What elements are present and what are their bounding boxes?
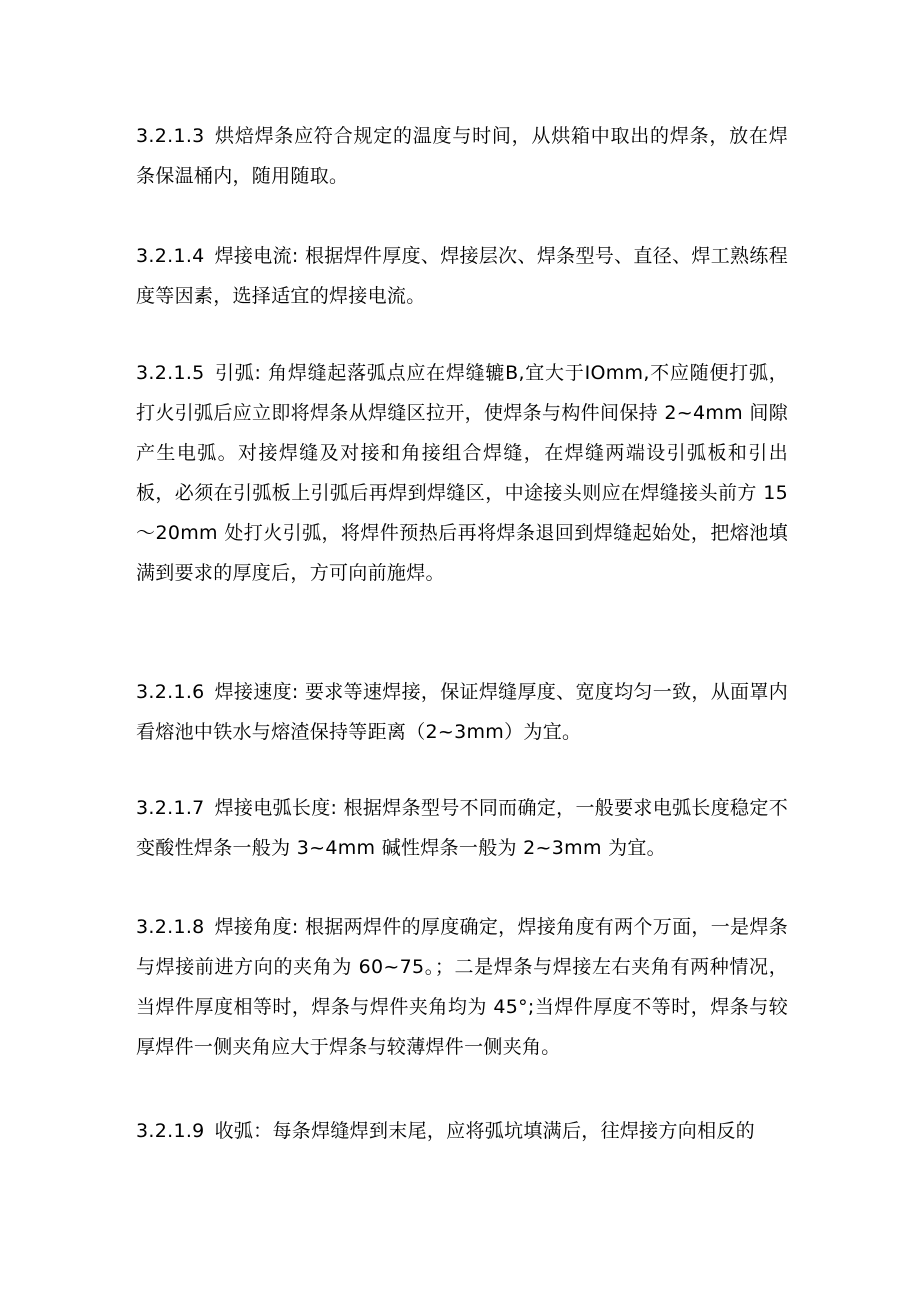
section-number: 3.2.1.9 [136,1120,205,1142]
section-number: 3.2.1.3 [136,125,205,147]
section-number: 3.2.1.5 [136,362,205,384]
paragraph-3-2-1-6 [136,672,788,752]
paragraph-3-2-1-4 [136,236,788,316]
paragraph-text: 焊接角度: 根据两焊件的厚度确定，焊接角度有两个万面，一是焊条与焊接前进方向的夹角为 60~75。；二是焊条与焊接左右夹角有两种情况，当焊件厚度相等时，焊条与焊件夹角均为 45°;当焊件厚度不等时，焊条与较厚焊件一侧夹角应大于焊条与较薄焊件一侧夹角。 [136,916,788,1058]
section-number: 3.2.1.8 [136,916,205,938]
paragraph-3-2-1-3 [136,116,788,196]
paragraph-text: 焊接电弧长度: 根据焊条型号不同而确定，一般要求电弧长度稳定不变酸性焊条一般为 3~4mm 碱性焊条一般为 2~3mm 为宜。 [136,797,788,859]
section-number: 3.2.1.7 [136,797,205,819]
paragraph-text: 引弧: 角焊缝起落弧点应在焊缝辘B,宜大于IOmm,不应随便打弧，打火引弧后应立即将焊条从焊缝区拉开，使焊条与构件间保持 2~4mm 间隙产生电弧。对接焊缝及对接和角接组合焊缝，在焊缝两端设引弧板和引出板，必须在引弧板上引弧后再焊到焊缝区，中途接头则应在焊缝接头前方 15～20mm 处打火引弧，将焊件预热后再将焊条退回到焊缝起始处，把熔池填满到要求的厚度后，方可向前施焊。 [136,362,788,584]
paragraph-3-2-1-5 [136,353,788,593]
paragraph-3-2-1-9 [136,1111,788,1151]
paragraph-3-2-1-7 [136,788,788,868]
section-number: 3.2.1.4 [136,245,205,267]
paragraph-3-2-1-8 [136,907,788,1067]
paragraph-text: 焊接速度: 要求等速焊接，保证焊缝厚度、宽度均匀一致，从面罩内看熔池中铁水与熔渣保持等距离（2~3mm）为宜。 [136,681,788,743]
paragraph-text: 收弧：每条焊缝焊到末尾，应将弧坑填满后，往焊接方向相反的 [214,1120,755,1142]
paragraph-text: 烘焙焊条应符合规定的温度与时间，从烘箱中取出的焊条，放在焊条保温桶内，随用随取。 [136,125,788,187]
paragraph-text: 焊接电流: 根据焊件厚度、焊接层次、焊条型号、直径、焊工熟练程度等因素，选择适宜的焊接电流。 [136,245,788,307]
section-number: 3.2.1.6 [136,681,205,703]
